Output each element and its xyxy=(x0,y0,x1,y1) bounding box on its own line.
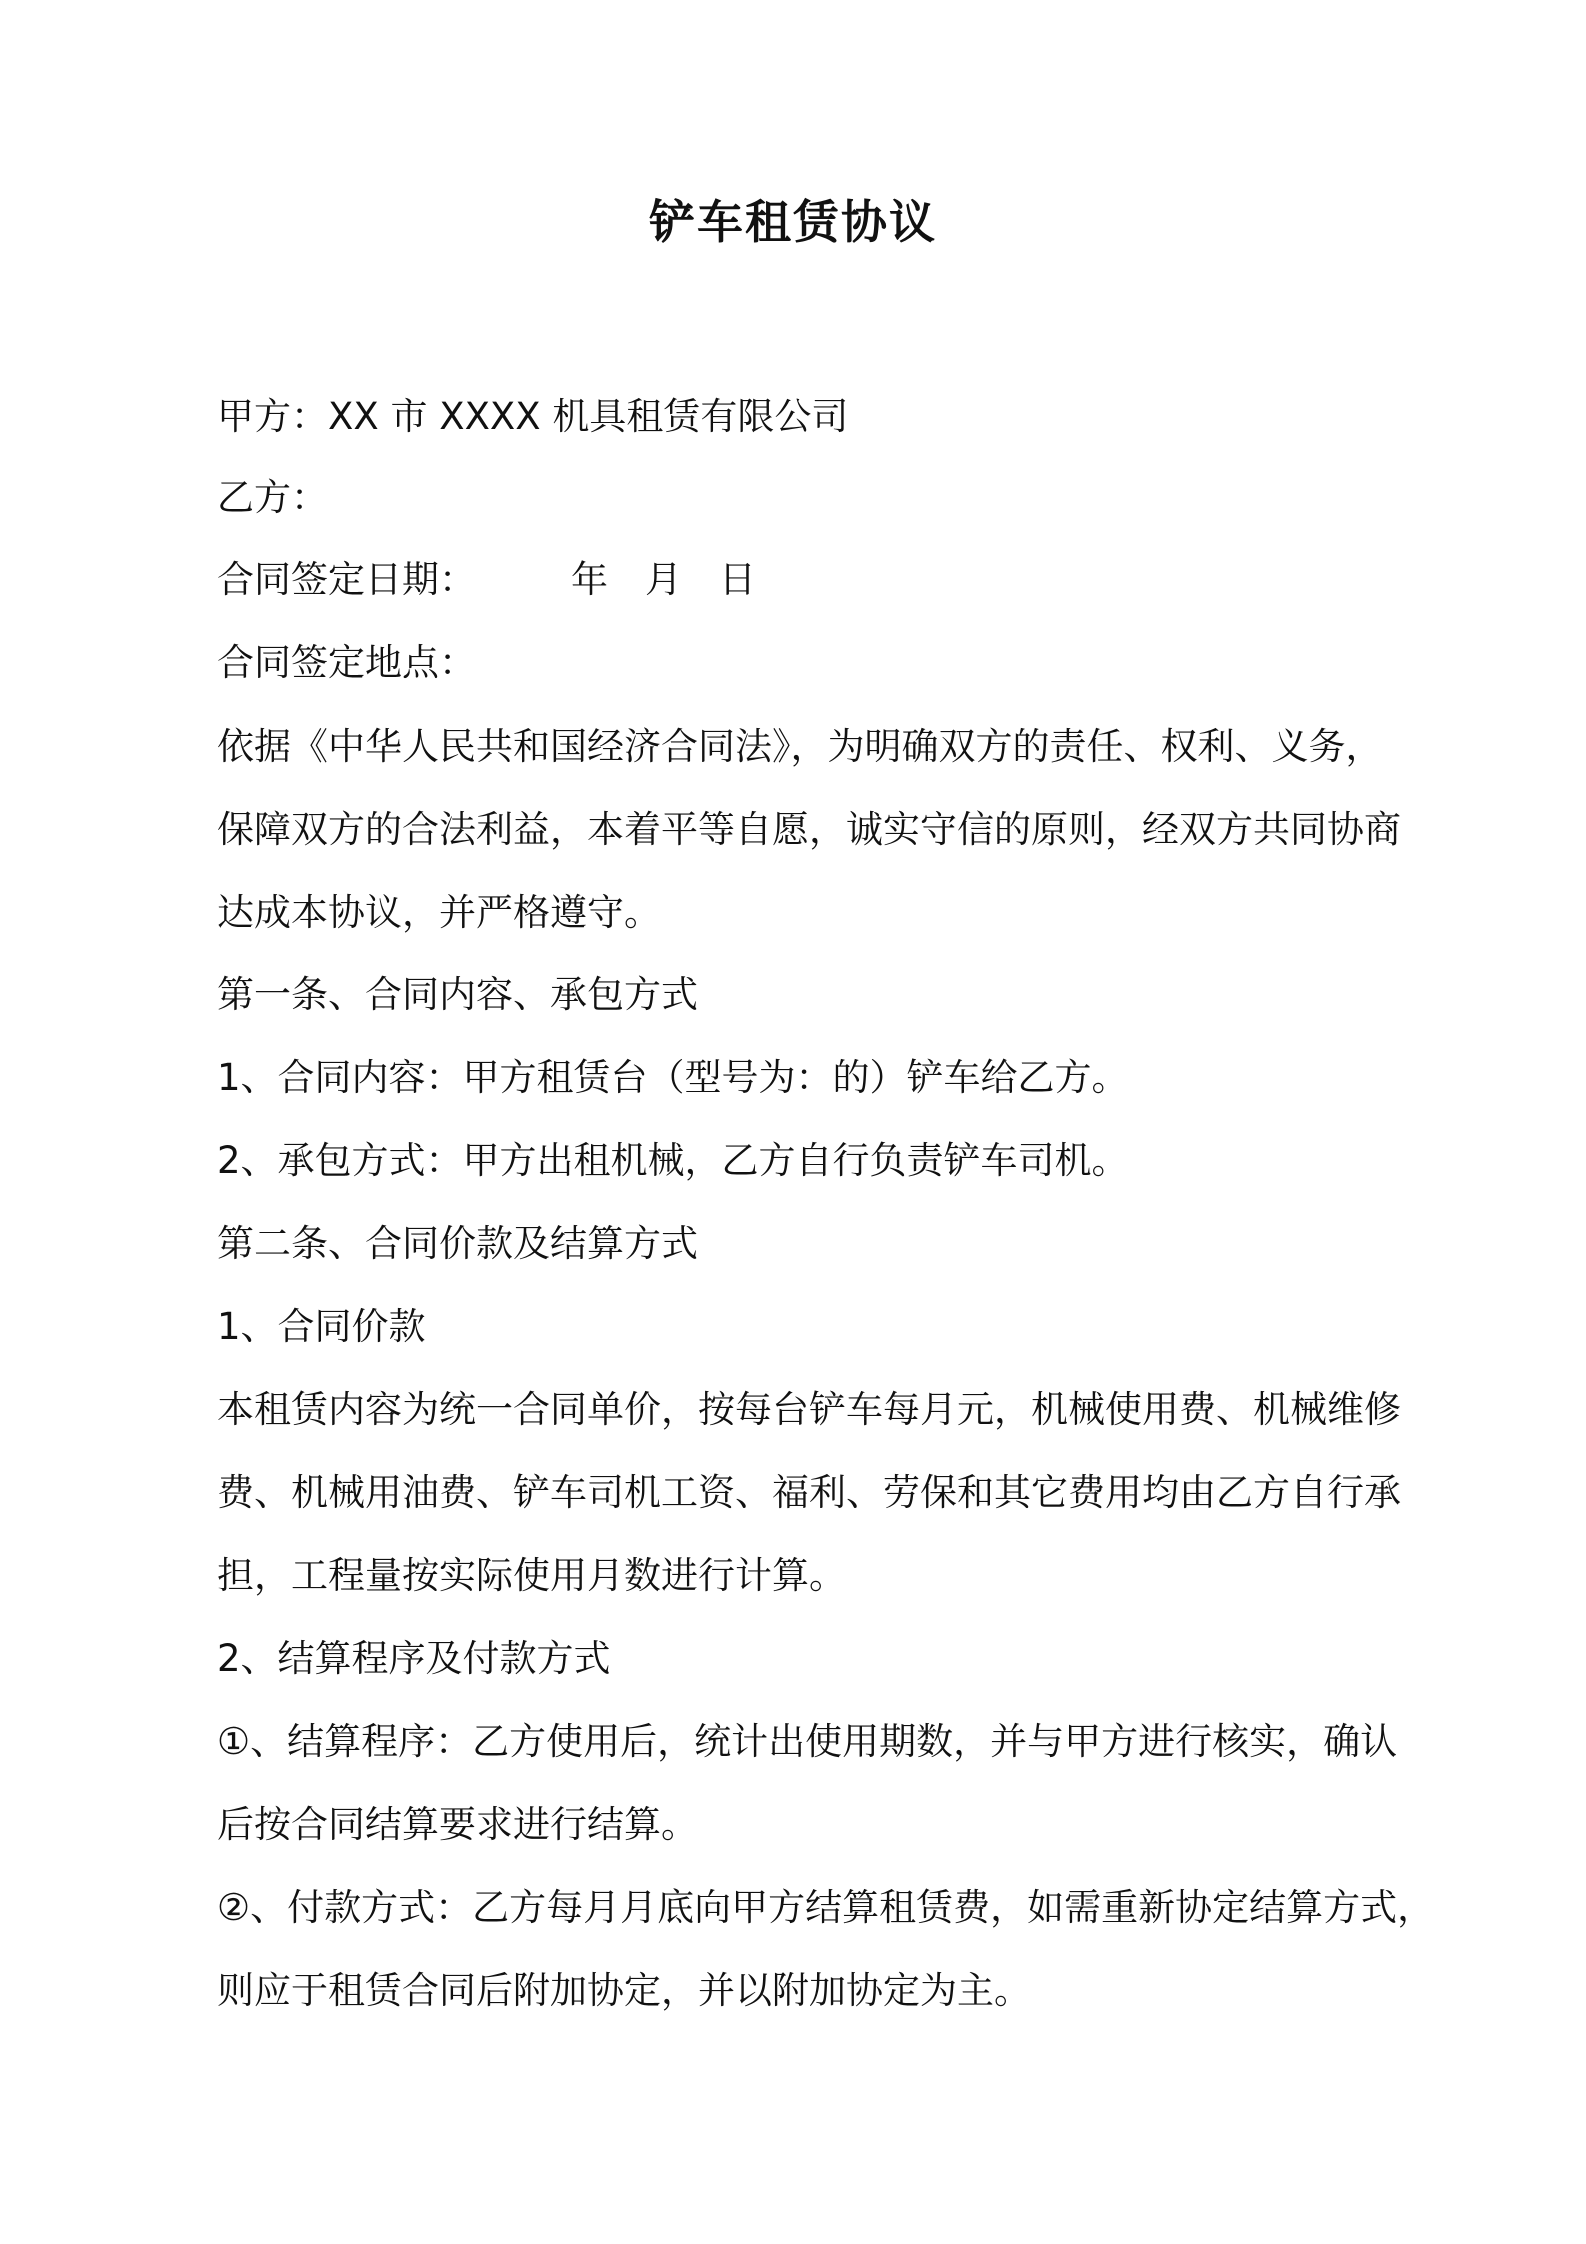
sign-date-month: 月 xyxy=(645,558,682,601)
settlement-line-2: 后按合同结算要求进行结算。 xyxy=(217,1803,698,1846)
sign-date-day: 日 xyxy=(719,558,756,601)
sign-date-label: 合同签定日期： xyxy=(217,558,476,601)
article1-item-1: 1、合同内容：甲方租赁台（型号为：的）铲车给乙方。 xyxy=(217,1056,1129,1099)
price-line-3: 担，工程量按实际使用月数进行计算。 xyxy=(217,1554,846,1597)
preamble-line-2: 保障双方的合法利益，本着平等自愿，诚实守信的原则，经双方共同协商 xyxy=(217,808,1401,851)
payment-line-2: 则应于租赁合同后附加协定，并以附加协定为主。 xyxy=(217,1969,1031,2012)
price-line-1: 本租赁内容为统一合同单价，按每台铲车每月元，机械使用费、机械维修 xyxy=(217,1388,1401,1431)
settlement-line-1: ①、结算程序：乙方使用后，统计出使用期数，并与甲方进行核实，确认 xyxy=(217,1720,1398,1763)
article2-subheading-1: 1、合同价款 xyxy=(217,1305,426,1348)
document-title: 铲车租赁协议 xyxy=(649,195,937,249)
article2-heading: 第二条、合同价款及结算方式 xyxy=(217,1222,698,1265)
party-a-line: 甲方：XX 市 XXXX 机具租赁有限公司 xyxy=(217,395,849,438)
price-line-2: 费、机械用油费、铲车司机工资、福利、劳保和其它费用均由乙方自行承 xyxy=(217,1471,1401,1514)
sign-date-line xyxy=(217,555,756,605)
article1-heading: 第一条、合同内容、承包方式 xyxy=(217,973,698,1016)
article1-item-2: 2、承包方式：甲方出租机械，乙方自行负责铲车司机。 xyxy=(217,1139,1129,1182)
payment-line-1: ②、付款方式：乙方每月月底向甲方结算租赁费，如需重新协定结算方式， xyxy=(217,1886,1435,1929)
article2-subheading-2: 2、结算程序及付款方式 xyxy=(217,1637,611,1680)
preamble-line-1: 依据《中华人民共和国经济合同法》，为明确双方的责任、权利、义务， xyxy=(217,725,1383,768)
party-b-line: 乙方： xyxy=(217,476,328,519)
preamble-line-3: 达成本协议，并严格遵守。 xyxy=(217,891,661,934)
sign-place-line: 合同签定地点： xyxy=(217,641,476,684)
sign-date-year: 年 xyxy=(571,558,608,601)
